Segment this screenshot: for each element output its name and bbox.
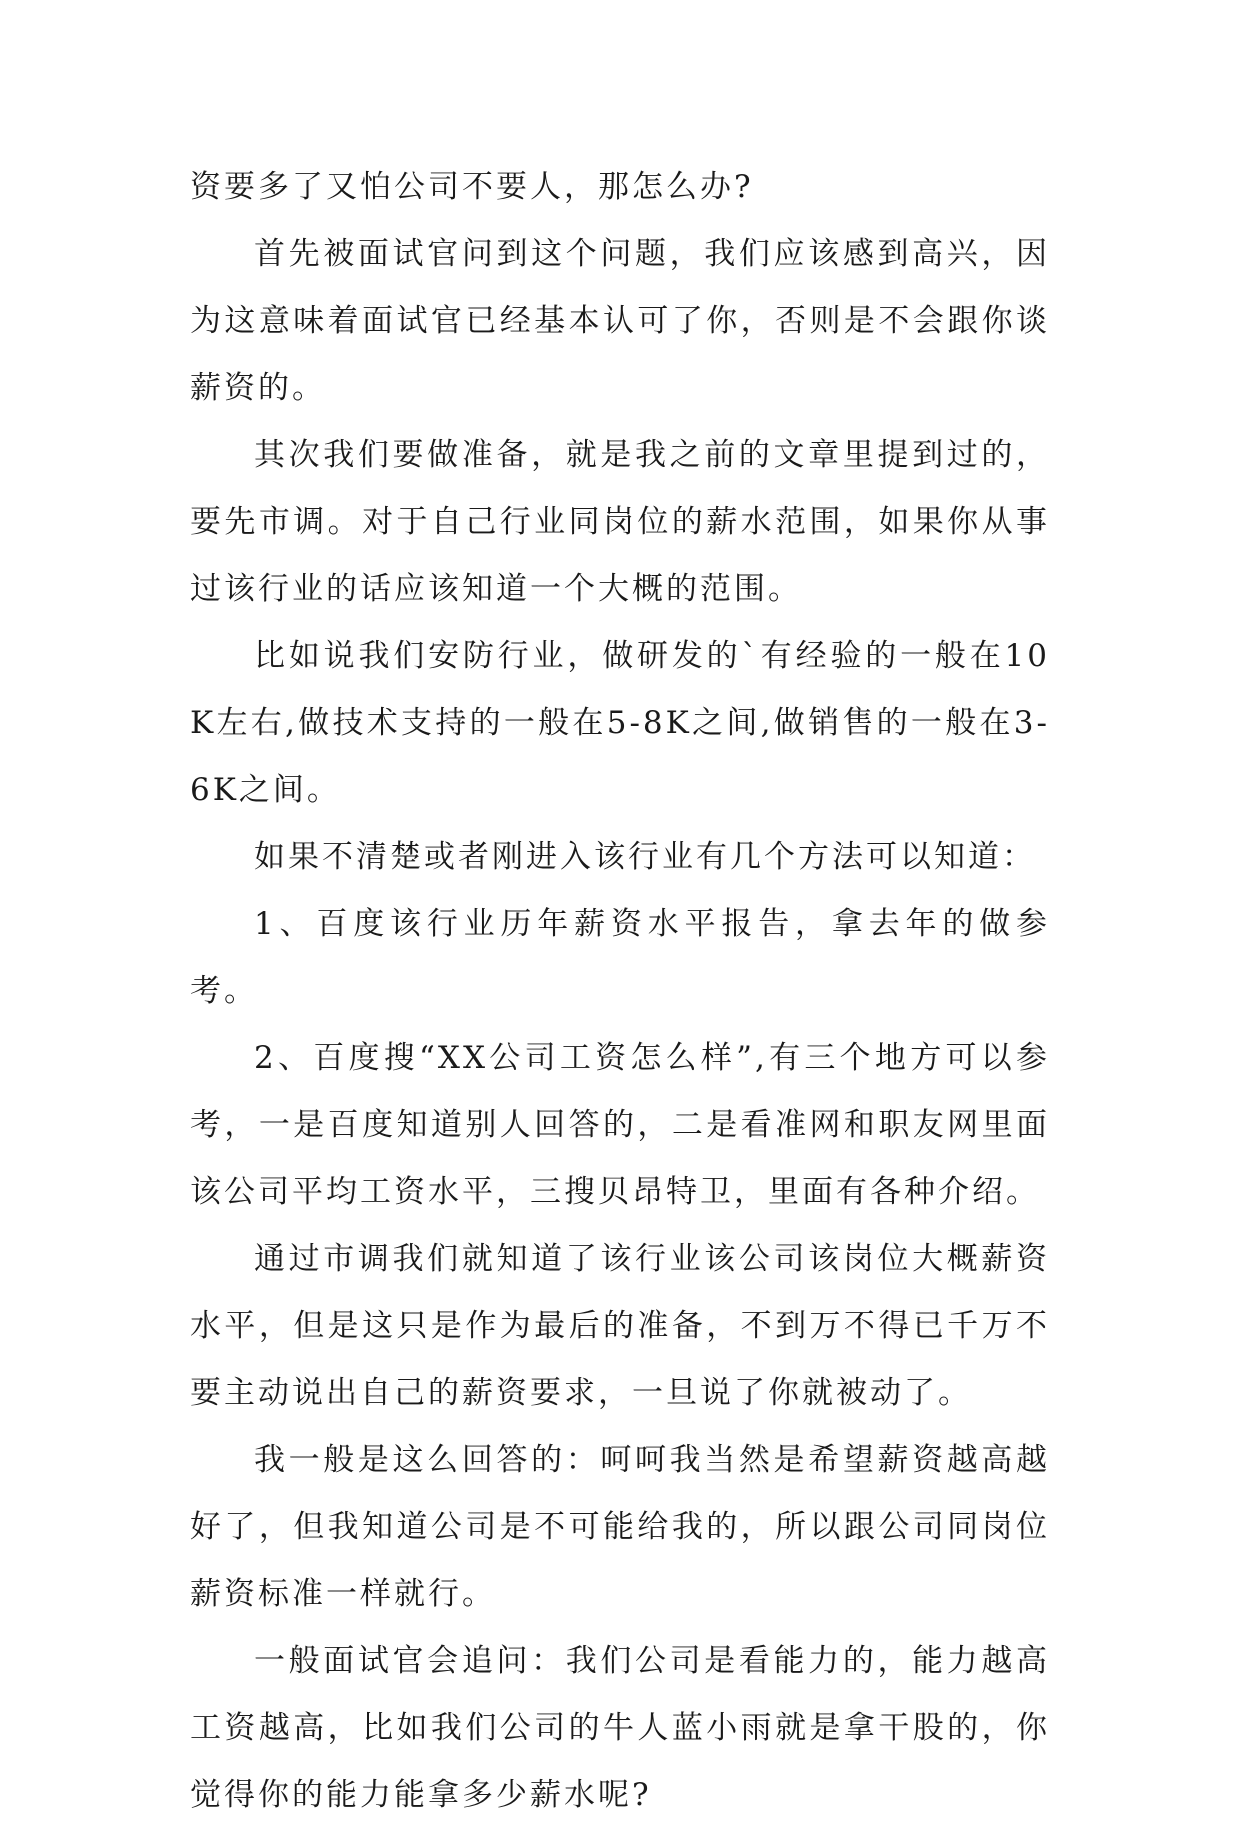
document-body xyxy=(190,154,1050,1829)
paragraph-8: 通过市调我们就知道了该行业该公司该岗位大概薪资水平，但是这只是作为最后的准备，不到万不得已千万不要主动说出自己的薪资要求，一旦说了你就被动了。 xyxy=(190,1241,1050,1411)
paragraph-6: 1、百度该行业历年薪资水平报告，拿去年的做参考。 xyxy=(190,906,1050,1009)
paragraph-4: 比如说我们安防行业，做研发的`有经验的一般在10K左右,做技术支持的一般在5-8K之间,做销售的一般在3-6K之间。 xyxy=(190,638,1050,808)
paragraph-5: 如果不清楚或者刚进入该行业有几个方法可以知道： xyxy=(254,839,1036,875)
paragraph-10: 一般面试官会追问：我们公司是看能力的，能力越高工资越高，比如我们公司的牛人蓝小雨就是拿干股的，你觉得你的能力能拿多少薪水呢? xyxy=(190,1643,1050,1813)
paragraph-1: 资要多了又怕公司不要人，那怎么办? xyxy=(190,169,754,205)
paragraph-2: 首先被面试官问到这个问题，我们应该感到高兴，因为这意味着面试官已经基本认可了你，否则是不会跟你谈薪资的。 xyxy=(190,236,1050,406)
paragraph-9: 我一般是这么回答的：呵呵我当然是希望薪资越高越好了，但我知道公司是不可能给我的，所以跟公司同岗位薪资标准一样就行。 xyxy=(190,1442,1050,1612)
paragraph-3: 其次我们要做准备，就是我之前的文章里提到过的，要先市调。对于自己行业同岗位的薪水范围，如果你从事过该行业的话应该知道一个大概的范围。 xyxy=(190,437,1050,607)
paragraph-7: 2、百度搜“XX公司工资怎么样”,有三个地方可以参考，一是百度知道别人回答的，二是看准网和职友网里面该公司平均工资水平，三搜贝昂特卫，里面有各种介绍。 xyxy=(190,1040,1050,1210)
